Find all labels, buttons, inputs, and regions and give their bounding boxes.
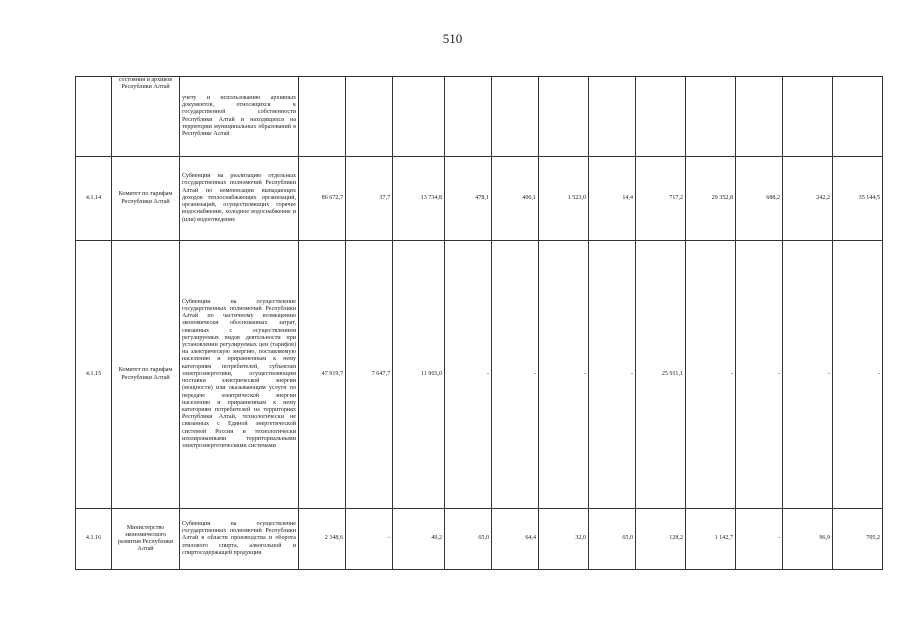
value-cell: 14,4	[589, 157, 636, 241]
value-cell: 25 911,1	[636, 241, 686, 509]
table-row	[76, 157, 883, 241]
value-cell	[833, 77, 883, 157]
value-cell: 49,2	[393, 509, 445, 570]
value-cell: 705,2	[833, 509, 883, 570]
value-cell: 29 352,8	[686, 157, 736, 241]
value-cell: 1 142,7	[686, 509, 736, 570]
value-cell: -	[686, 241, 736, 509]
value-cell	[636, 77, 686, 157]
value-cell: 128,2	[636, 509, 686, 570]
value-cell: 688,2	[736, 157, 783, 241]
row-code: 4.1.14	[76, 157, 112, 241]
table-row	[76, 241, 883, 509]
value-cell: 47 919,7	[299, 241, 346, 509]
value-cell: 242,2	[783, 157, 833, 241]
value-cell: -	[783, 241, 833, 509]
value-cell	[492, 77, 539, 157]
page-number: 510	[442, 31, 463, 46]
row-description: Субвенции на осуществление государственных полномочий Республики Алтай в области производства и оборота этилового спирта, алкогольной и спиртосодержащей продукции	[180, 509, 299, 570]
value-cell: 65,0	[589, 509, 636, 570]
row-code: 4.1.16	[76, 509, 112, 570]
value-cell: 65,0	[445, 509, 492, 570]
row-organization: Комитет по тарифам Республики Алтай	[112, 157, 180, 241]
value-cell: 2 348,6	[299, 509, 346, 570]
table-row	[76, 77, 883, 157]
value-cell: 406,1	[492, 157, 539, 241]
row-description: Субвенции на реализацию отдельных государственных полномочий Республики Алтай по компенсации выпадающих доходов теплоснабжающих организаций, организаций, осуществляющих горячее водоснабжение, холодное водоснабжение и (или) водоотведение	[180, 157, 299, 241]
value-cell: -	[445, 241, 492, 509]
value-cell	[393, 77, 445, 157]
value-cell: -	[589, 241, 636, 509]
row-description: Субвенции на осуществление государственных полномочий Республики Алтай по частичному возмещению экономически обоснованных затрат, связанных с осуществлением регулируемых видов деятельности при установлении регулируемых цен (тарифов) на электрическую энергию, поставляемую населению и приравненным к нему категориям потребителей, субъектам электроэнергетики, осуществляющим поставки электрической энергии (мощности) или оказывающим услуги по передаче электрической энергии населению и приравненным к нему категориям потребителей на территориях Республики Алтай, технологически не связанных с Единой энергетической системой России и технологически изолированными территориальными электроэнергетическими системами	[180, 241, 299, 509]
value-cell: 13 734,8	[393, 157, 445, 241]
value-cell: 478,1	[445, 157, 492, 241]
table-row	[76, 509, 883, 570]
row-code	[76, 77, 112, 157]
value-cell: 35 144,5	[833, 157, 883, 241]
value-cell	[589, 77, 636, 157]
value-cell	[539, 77, 589, 157]
value-cell: -	[736, 241, 783, 509]
value-cell	[686, 77, 736, 157]
value-cell: 11 965,0	[393, 241, 445, 509]
value-cell: 7 647,7	[346, 241, 393, 509]
row-organization: Министерство экономического развития Республики Алтай	[112, 509, 180, 570]
row-code: 4.1.15	[76, 241, 112, 509]
row-organization: Комитет по тарифам Республики Алтай	[112, 241, 180, 509]
value-cell: 1 523,0	[539, 157, 589, 241]
value-cell	[346, 77, 393, 157]
row-description: учету и использованию архивных документов, относящихся к государственной собственности Республики Алтай и находящихся на территории муниципальных образований в Республике Алтай	[180, 77, 299, 157]
value-cell: 86 672,7	[299, 157, 346, 241]
value-cell: -	[736, 509, 783, 570]
value-cell	[445, 77, 492, 157]
value-cell: -	[833, 241, 883, 509]
value-cell: -	[539, 241, 589, 509]
value-cell: -	[492, 241, 539, 509]
value-cell: 717,2	[636, 157, 686, 241]
value-cell: 37,7	[346, 157, 393, 241]
row-organization: состояния и архивов Республики Алтай	[112, 77, 180, 157]
subvention-table	[75, 76, 883, 570]
value-cell: -	[346, 509, 393, 570]
value-cell: 96,9	[783, 509, 833, 570]
value-cell: 64,4	[492, 509, 539, 570]
value-cell	[736, 77, 783, 157]
value-cell	[299, 77, 346, 157]
value-cell: 32,0	[539, 509, 589, 570]
value-cell	[783, 77, 833, 157]
